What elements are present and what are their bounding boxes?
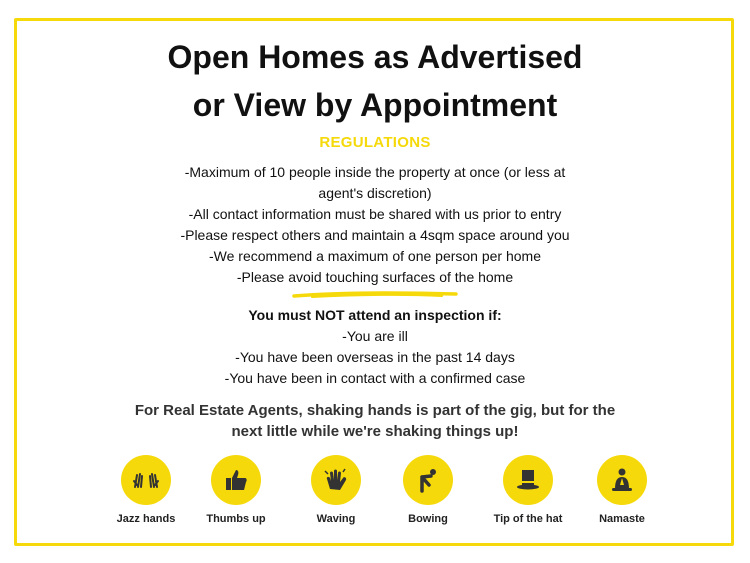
title-line-2: or View by Appointment [192, 87, 558, 123]
thumbs-up-icon [221, 465, 251, 495]
title-line-1: Open Homes as Advertised [167, 39, 583, 75]
greeting-tip-of-the-hat [478, 455, 578, 525]
top-hat-icon [513, 465, 543, 495]
greeting-label: Bowing [408, 513, 448, 525]
greeting-thumbs-up [186, 455, 286, 525]
tagline-line-2: next little while we're shaking things up! [231, 423, 519, 440]
greeting-label: Thumbs up [206, 513, 266, 525]
greeting-waving [286, 455, 386, 525]
yellow-brush-divider [292, 290, 458, 300]
greeting-label: Tip of the hat [493, 513, 563, 525]
greeting-label: Namaste [599, 513, 645, 525]
not-attend-item: -You are ill [342, 328, 408, 344]
greeting-label: Waving [316, 513, 356, 525]
regulation-item: agent's discretion) [318, 185, 432, 201]
tagline-line-1: For Real Estate Agents, shaking hands is part of the gig, but for the [134, 402, 616, 419]
regulation-item: -We recommend a maximum of one person per home [209, 248, 541, 264]
greeting-bowing [378, 455, 478, 525]
regulation-item: -Please avoid touching surfaces of the home [236, 269, 514, 285]
jazz-hands-icon [131, 465, 161, 495]
greeting-namaste [572, 455, 672, 525]
greeting-icons-row [0, 455, 750, 535]
bowing-icon [413, 465, 443, 495]
regulation-item: -All contact information must be shared with us prior to entry [188, 206, 562, 222]
greeting-label: Jazz hands [116, 513, 176, 525]
greeting-jazz-hands [96, 455, 196, 525]
namaste-icon [607, 465, 637, 495]
waving-hand-icon [321, 465, 351, 495]
tagline [110, 400, 640, 442]
not-attend-item: -You have been in contact with a confirmed case [224, 370, 526, 386]
regulation-item: -Maximum of 10 people inside the property at once (or less at [184, 164, 566, 180]
not-attend-section [0, 305, 750, 389]
regulations-heading: REGULATIONS [319, 134, 431, 151]
not-attend-heading: You must NOT attend an inspection if: [248, 307, 502, 323]
regulations-list [165, 162, 585, 288]
regulation-item: -Please respect others and maintain a 4sqm space around you [180, 227, 570, 243]
not-attend-item: -You have been overseas in the past 14 days [235, 349, 515, 365]
